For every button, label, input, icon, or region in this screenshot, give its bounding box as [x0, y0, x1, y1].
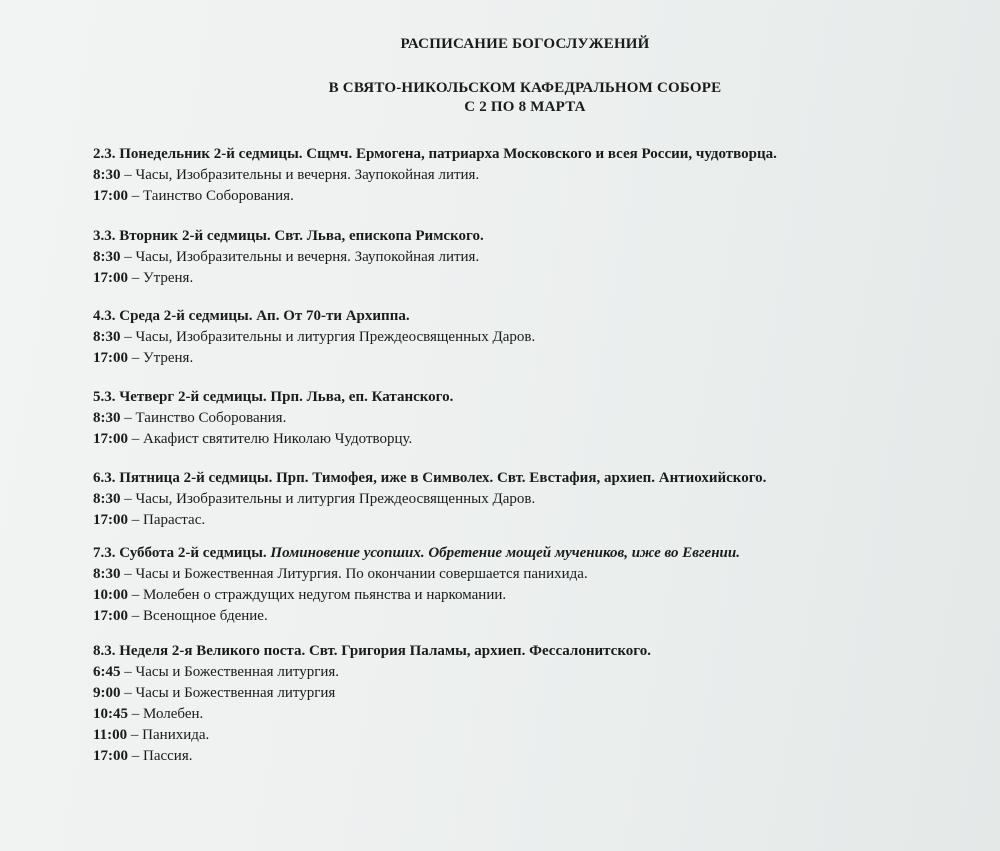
- service-line: [93, 585, 940, 606]
- service-text: – Панихида.: [127, 727, 210, 743]
- service-line: [93, 348, 940, 369]
- day-heading: 4.3. Среда 2-й седмицы. Ап. От 70-ти Архиппа.: [93, 308, 410, 324]
- service-line: [93, 704, 940, 725]
- day-heading: [93, 543, 940, 564]
- service-text: – Часы и Божественная литургия: [120, 685, 336, 701]
- service-time: 8:30: [93, 329, 121, 345]
- service-time: 9:00: [93, 685, 121, 701]
- service-time: 17:00: [93, 608, 128, 624]
- service-text: – Утреня.: [128, 270, 194, 286]
- service-time: 6:45: [93, 664, 121, 680]
- service-line: [93, 725, 940, 746]
- service-line: [93, 683, 940, 704]
- service-text: – Часы, Изобразительны и литургия Преждеосвященных Даров.: [120, 491, 536, 507]
- service-text: – Пассия.: [128, 748, 193, 764]
- document-title: РАСПИСАНИЕ БОГОСЛУЖЕНИЙ: [400, 36, 650, 52]
- day-block: [93, 543, 940, 627]
- service-line: [93, 429, 940, 450]
- service-line: [93, 268, 940, 289]
- service-line: [93, 165, 940, 186]
- service-time: 17:00: [93, 431, 128, 447]
- day-heading: 2.3. Понедельник 2-й седмицы. Сщмч. Ермогена, патриарха Московского и всея России, чудотворца.: [93, 146, 777, 162]
- day-block: [93, 641, 940, 767]
- day-heading-main: 7.3. Суббота 2-й седмицы.: [93, 545, 271, 561]
- service-line: [93, 746, 940, 767]
- service-text: – Всенощное бдение.: [128, 608, 268, 624]
- service-line: [93, 489, 940, 510]
- day-heading-italic: Поминовение усопших. Обретение мощей мучеников, иже во Евгении.: [270, 545, 740, 561]
- day-heading: 8.3. Неделя 2-я Великого поста. Свт. Григория Паламы, архиеп. Фессалонитского.: [93, 643, 651, 659]
- service-text: – Часы и Божественная литургия.: [120, 664, 340, 680]
- service-text: – Парастас.: [128, 512, 206, 528]
- day-block: [93, 387, 940, 450]
- day-block: [93, 144, 940, 207]
- service-time: 8:30: [93, 566, 121, 582]
- service-time: 10:45: [93, 706, 128, 722]
- cathedral-name: В СВЯТО-НИКОЛЬСКОМ КАФЕДРАЛЬНОМ СОБОРЕ: [328, 80, 722, 96]
- service-time: 8:30: [93, 167, 121, 183]
- day-heading: 3.3. Вторник 2-й седмицы. Свт. Льва, епископа Римского.: [93, 228, 484, 244]
- service-line: [93, 247, 940, 268]
- service-time: 17:00: [93, 270, 128, 286]
- service-text: – Молебен.: [128, 706, 204, 722]
- day-heading: 5.3. Четверг 2-й седмицы. Прп. Льва, еп. Катанского.: [93, 389, 454, 405]
- service-time: 17:00: [93, 350, 128, 366]
- service-text: – Утреня.: [128, 350, 194, 366]
- service-text: – Часы и Божественная Литургия. По окончании совершается панихида.: [120, 566, 588, 582]
- day-block: [93, 226, 940, 289]
- service-time: 8:30: [93, 410, 121, 426]
- service-line: [93, 662, 940, 683]
- service-line: [93, 510, 940, 531]
- service-text: – Часы, Изобразительны и вечерня. Заупокойная лития.: [120, 249, 480, 265]
- service-text: – Таинство Соборования.: [120, 410, 287, 426]
- service-time: 17:00: [93, 512, 128, 528]
- service-line: [93, 564, 940, 585]
- service-line: [93, 186, 940, 207]
- service-text: – Таинство Соборования.: [128, 188, 294, 204]
- service-text: – Молебен о страждущих недугом пьянства и наркомании.: [128, 587, 507, 603]
- service-text: – Часы, Изобразительны и вечерня. Заупокойная лития.: [120, 167, 480, 183]
- service-time: 11:00: [93, 727, 128, 743]
- service-time: 17:00: [93, 748, 128, 764]
- service-text: – Часы, Изобразительны и литургия Преждеосвященных Даров.: [120, 329, 536, 345]
- service-line: [93, 327, 940, 348]
- day-block: [93, 306, 940, 369]
- service-line: [93, 408, 940, 429]
- day-block: [93, 468, 940, 531]
- service-time: 17:00: [93, 188, 128, 204]
- service-time: 8:30: [93, 249, 121, 265]
- day-heading: 6.3. Пятница 2-й седмицы. Прп. Тимофея, иже в Символех. Свт. Евстафия, архиеп. Антиохийского.: [93, 470, 767, 486]
- service-time: 8:30: [93, 491, 121, 507]
- date-range: С 2 ПО 8 МАРТА: [464, 99, 586, 115]
- service-text: – Акафист святителю Николаю Чудотворцу.: [128, 431, 413, 447]
- service-line: [93, 606, 940, 627]
- service-time: 10:00: [93, 587, 128, 603]
